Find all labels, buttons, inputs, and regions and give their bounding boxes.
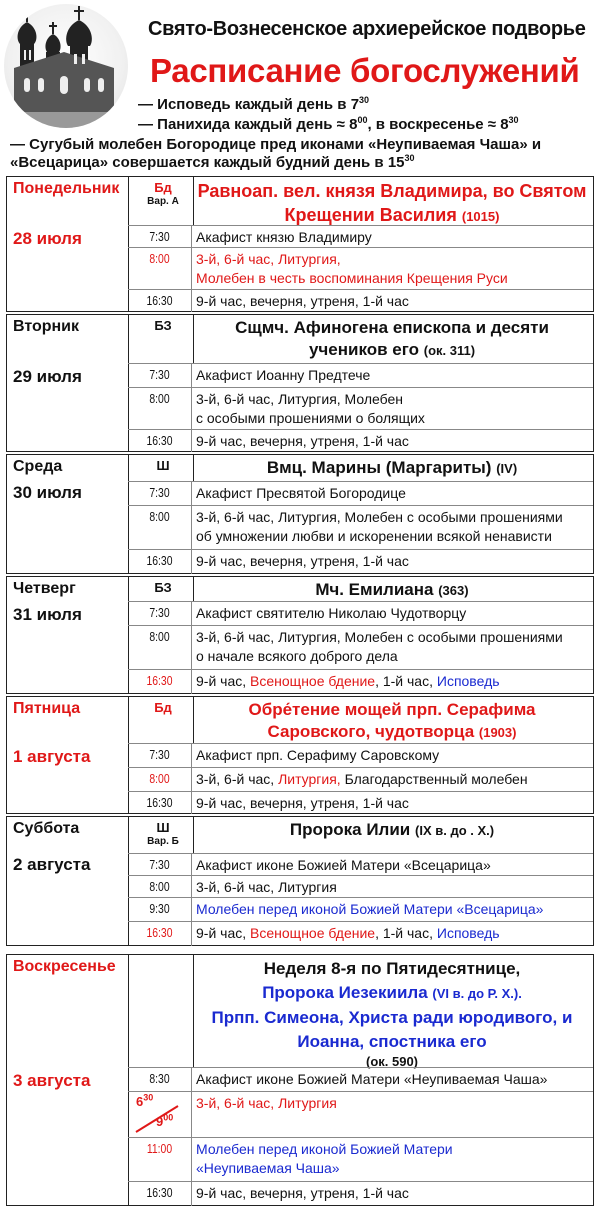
service-row: 16:30 9-й час, Всенощное бдение, 1-й час, Исповедь — [128, 921, 593, 946]
service-row: 16:30 9-й час, вечерня, утреня, 1-й час — [128, 289, 593, 312]
feast-title: Вмц. Марины (Маргариты) (IV) — [266, 458, 518, 477]
day-name: Вторник — [13, 318, 80, 335]
service-row: 9:30 Молебен перед иконой Божией Матери «Всецарица» — [128, 897, 593, 922]
day-name: Воскресенье — [13, 958, 116, 975]
header — [0, 0, 596, 178]
service-row: 8:00 3-й, 6-й час, Литургия — [128, 875, 593, 898]
service-row: 8:00 3-й, 6-й час, Литургия, Молебен с особыми прошениями об умножении любви и искоренении всякой ненависти — [128, 505, 593, 550]
feast-title: Обре́тение мощей прп. Серафима Саровского, чудотворца (1903) — [248, 700, 536, 741]
feast-title: Мч. Емилиана (363) — [315, 580, 469, 599]
service-row: 7:30 Акафист князю Владимиру — [128, 225, 593, 248]
service-row: 8:00 3-й, 6-й час, Литургия, Молебен с особыми прошениями о начале всякого доброго дела — [128, 625, 593, 670]
split-time: $6^{30}$ $9^{00}$ — [128, 1092, 191, 1138]
service-row: 16:30 9-й час, вечерня, утреня, 1-й час — [128, 549, 593, 574]
day-date: 30 июля — [13, 483, 82, 502]
day-name: Среда — [13, 458, 63, 475]
church-dome-icon — [4, 4, 128, 128]
service-row: 16:30 9-й час, Всенощное бдение, 1-й час, Исповедь — [128, 669, 593, 694]
day-date: 2 августа — [13, 855, 91, 874]
day-wednesday — [6, 454, 594, 574]
day-name: Понедельник — [13, 180, 120, 197]
service-row: 7:30 Акафист прп. Серафиму Саровскому — [128, 743, 593, 768]
tone-mark: Ш Вар. Б — [147, 820, 179, 847]
day-name: Четверг — [13, 580, 76, 597]
day-date: 28 июля — [13, 229, 82, 248]
feast-title: Неделя 8-я по Пятидесятнице, Пророка Иезекиила (VI в. до Р. Х.). Прпп. Симеона, Христа ради юродивого, и Иоанна, спостника его (ок. 590) — [211, 959, 573, 1069]
service-row: 16:30 9-й час, вечерня, утреня, 1-й час — [128, 791, 593, 814]
page-title: Расписание богослужений — [150, 52, 580, 89]
feast-title: Равноап. вел. князя Владимира, во Святом Крещении Василия (1015) — [197, 181, 587, 225]
tone-mark: БЗ — [154, 580, 172, 595]
service-row: $6^{30}$ $9^{00}$ 3-й, 6-й час, Литургия — [128, 1091, 593, 1138]
tone-mark: Ш — [156, 458, 170, 473]
service-row: 11:00 Молебен перед иконой Божией Матери «Неупиваемая Чаша» — [128, 1137, 593, 1182]
day-name: Пятница — [13, 700, 81, 717]
tone-mark: Бд — [154, 700, 172, 715]
service-row: 7:30 Акафист Иоанну Предтече — [128, 363, 593, 388]
tone-mark: Бд Вар. А — [147, 180, 179, 207]
day-name: Суббота — [13, 820, 80, 837]
feast-title: Сщмч. Афиногена епископа и десяти учеников его (ок. 311) — [235, 318, 549, 359]
service-row: 8:00 3-й, 6-й час, Литургия, Молебен в честь воспоминания Крещения Руси — [128, 247, 593, 290]
day-monday — [6, 176, 594, 312]
tone-mark: БЗ — [154, 318, 172, 333]
service-row: 8:00 3-й, 6-й час, Литургия, Молебен с особыми прошениями о болящих — [128, 387, 593, 430]
day-date: 31 июля — [13, 605, 82, 624]
day-friday — [6, 696, 594, 814]
service-row: 7:30 Акафист иконе Божией Матери «Всецарица» — [128, 853, 593, 876]
confession-note: — Исповедь каждый день в $7^{30}$ — [138, 95, 370, 113]
service-row: 16:30 9-й час, вечерня, утреня, 1-й час — [128, 1181, 593, 1206]
day-date: 29 июля — [13, 367, 82, 386]
service-row: 7:30 Акафист святителю Николаю Чудотворцу — [128, 601, 593, 626]
service-row: 7:30 Акафист Пресвятой Богородице — [128, 481, 593, 506]
day-sunday — [6, 954, 594, 1206]
service-row: 16:30 9-й час, вечерня, утреня, 1-й час — [128, 429, 593, 452]
day-date: 1 августа — [13, 747, 91, 766]
day-date: 3 августа — [13, 1071, 91, 1090]
day-thursday — [6, 576, 594, 694]
day-tuesday — [6, 314, 594, 452]
feast-title: Пророка Илии (IX в. до . Х.) — [289, 820, 495, 839]
organization-title: Свято-Вознесенское архиерейское подворье — [148, 18, 586, 40]
day-saturday — [6, 816, 594, 946]
service-row: 8:00 3-й, 6-й час, Литургия, Благодарственный молебен — [128, 767, 593, 792]
panikhida-note: — Панихида каждый день ≈ $8^{00}$, в воскресенье ≈ $8^{30}$ — [138, 115, 519, 133]
moleben-note: — Сугубый молебен Богородице пред иконами «Неупиваемая Чаша» и «Всецарица» совершается каждый будний день в $15^{30}$ — [10, 136, 542, 171]
church-logo — [4, 4, 128, 128]
service-row: 8:30 Акафист иконе Божией Матери «Неупиваемая Чаша» — [128, 1067, 593, 1092]
